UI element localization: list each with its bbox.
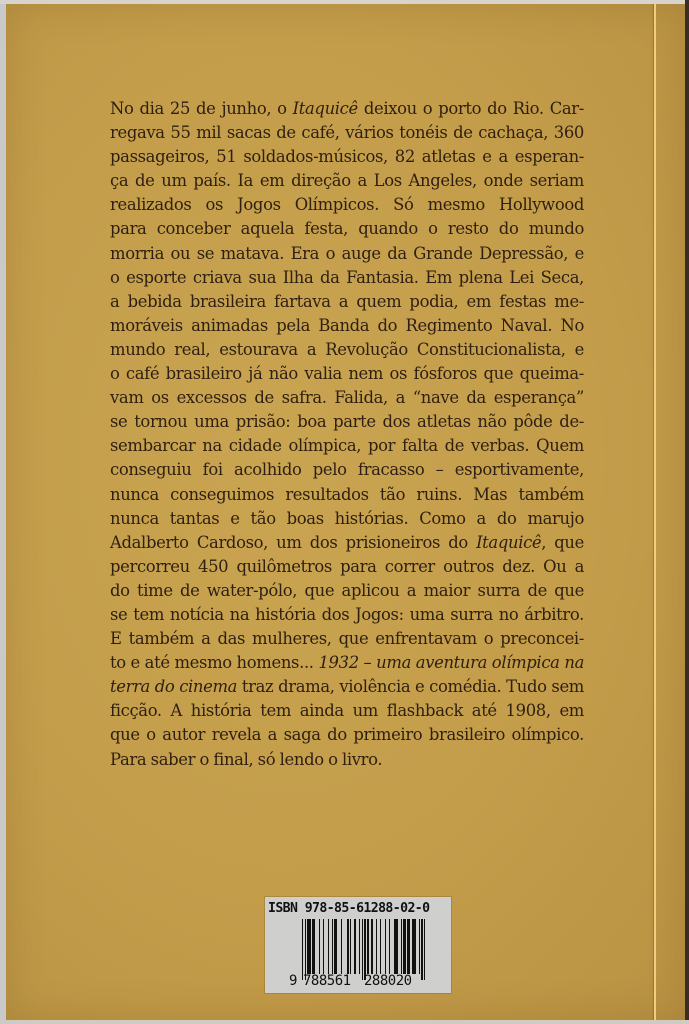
blurb-line [110, 97, 584, 121]
blurb-text-run: sembarcar na cidade olímpica, por falta de verbas. Quem [110, 436, 584, 456]
blurb-text-run: do time de water-pólo, que aplicou a maior surra de que [110, 580, 584, 600]
blurb-line [110, 338, 584, 362]
blurb-text-run: moráveis animadas pela Banda do Regimento Naval. No [110, 315, 584, 335]
spine-fold-line [654, 4, 656, 1020]
blurb-line [110, 145, 584, 169]
blurb-text-run: o café brasileiro já não valia nem os fósforos que queima- [110, 364, 584, 384]
blurb-text-run: to e até mesmo homens... [110, 653, 319, 673]
blurb-line [110, 675, 584, 699]
barcode-digit-first: 9 [289, 973, 297, 989]
blurb-line [110, 242, 584, 266]
blurb-text-run: nunca tantas e tão boas histórias. Como a do marujo [110, 508, 584, 528]
blurb-text-run: traz drama, violência e comédia. Tudo sem [237, 677, 584, 697]
blurb-text-run: se tornou uma prisão: boa parte dos atletas não pôde de- [110, 412, 584, 432]
blurb-text-run: a bebida brasileira fartava a quem podia, em festas me- [110, 291, 584, 311]
barcode-module [424, 919, 425, 980]
blurb-text-run: para conceber aquela festa, quando o resto do mundo [110, 219, 584, 239]
blurb-line [110, 555, 584, 579]
blurb-line [110, 627, 584, 651]
isbn-barcode-label [265, 897, 451, 993]
blurb-text-run: se tem notícia na história dos Jogos: uma surra no árbitro. [110, 604, 584, 624]
blurb-text-run: ça de um país. Ia em direção a Los Angeles, onde seriam [110, 171, 584, 191]
blurb-line [110, 193, 584, 217]
blurb-line [110, 362, 584, 386]
italic-title-text: 1932 – uma aventura olímpica na [318, 653, 584, 673]
blurb-text-run: deixou o porto do Rio. Car- [357, 99, 584, 118]
blurb-text-run: , que [541, 532, 584, 552]
blurb-text-run: mundo real, estourava a Revolução Constitucionalista, e [110, 339, 584, 359]
blurb-line [110, 434, 584, 458]
isbn-number: ISBN 978-85-61288-02-0 [268, 901, 430, 916]
blurb-text-run: realizados os Jogos Olímpicos. Só mesmo Hollywood [110, 195, 584, 215]
blurb-text-run: No dia 25 de junho, o [110, 99, 293, 118]
blurb-text-run: Para saber o final, só lendo o livro. [110, 749, 383, 769]
blurb-line [110, 217, 584, 241]
blurb-text-run: percorreu 450 quilômetros para correr outros dez. Ou a [110, 556, 584, 576]
barcode-bars [302, 919, 425, 974]
blurb-text-run: morria ou se matava. Era o auge da Grande Depressão, e [110, 243, 584, 263]
barcode-digits-right: 288020 [364, 973, 412, 989]
blurb-text [110, 97, 584, 772]
blurb-line [110, 531, 584, 555]
blurb-line [110, 579, 584, 603]
blurb-text-run: conseguiu foi acolhido pelo fracasso – esportivamente, [110, 460, 584, 480]
blurb-text-run: vam os excessos de safra. Falida, a “nave da esperança” [110, 388, 584, 408]
blurb-text-run: nunca conseguimos resultados tão ruins. Mas também [110, 484, 584, 504]
italic-title-text: Itaquicê [292, 99, 358, 118]
blurb-text-run: E também a das mulheres, que enfrentavam o preconcei- [110, 629, 584, 649]
blurb-text-run: regava 55 mil sacas de café, vários tonéis de cachaça, 360 [110, 123, 584, 143]
blurb-text-run: Adalberto Cardoso, um dos prisioneiros do [110, 532, 477, 552]
blurb-text-run: que o autor revela a saga do primeiro brasileiro olímpico. [110, 725, 584, 745]
blurb-line [110, 458, 584, 482]
blurb-line [110, 121, 584, 145]
blurb-line [110, 748, 584, 772]
book-back-cover [6, 4, 686, 1020]
blurb-line [110, 169, 584, 193]
blurb-line [110, 314, 584, 338]
blurb-text-run: passageiros, 51 soldados-músicos, 82 atletas e a esperan- [110, 147, 584, 167]
italic-title-text: terra do cinema [110, 677, 238, 697]
blurb-text-run: o esporte criava sua Ilha da Fantasia. Em plena Lei Seca, [110, 267, 584, 287]
blurb-text-run: ficção. A história tem ainda um flashback até 1908, em [110, 701, 584, 721]
blurb-line [110, 483, 584, 507]
blurb-line [110, 603, 584, 627]
blurb-line [110, 386, 584, 410]
blurb-line [110, 699, 584, 723]
photo-background-bottom [0, 1020, 689, 1024]
blurb-line [110, 290, 584, 314]
photo-background-right [685, 0, 689, 1024]
blurb-line [110, 507, 584, 531]
blurb-line [110, 651, 584, 675]
blurb-line [110, 410, 584, 434]
blurb-line [110, 266, 584, 290]
italic-title-text: Itaquicê [476, 532, 542, 552]
blurb-line [110, 723, 584, 747]
barcode-digits-left: 788561 [303, 973, 351, 989]
